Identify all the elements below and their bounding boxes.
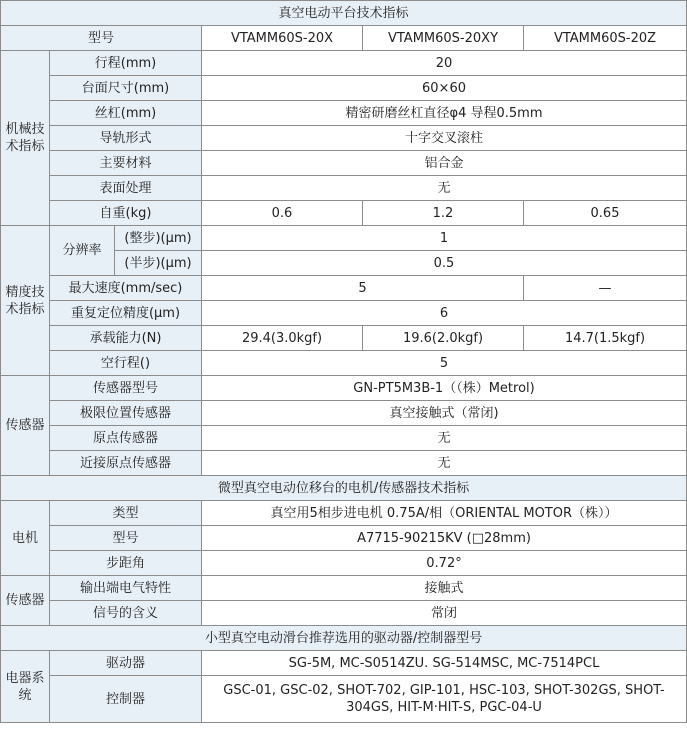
surface-value: 无 (202, 176, 687, 201)
electrical-group-label: 电器系统 (1, 651, 50, 723)
controller-value: GSC-01, GSC-02, SHOT-702, GIP-101, HSC-103, SHOT-302GS, SHOT-304GS, HIT-M·HIT-S, PGC-04-U (202, 676, 687, 723)
backlash-label: 空行程() (50, 351, 202, 376)
precision-group-label: 精度技术指标 (1, 226, 50, 376)
weight-z: 0.65 (524, 201, 687, 226)
motor-model-value: A7715-90215KV (□28mm) (202, 526, 687, 551)
load-xy: 19.6(2.0kgf) (363, 326, 524, 351)
driver-label: 驱动器 (50, 651, 202, 676)
max-speed-z: — (524, 276, 687, 301)
step-angle-value: 0.72° (202, 551, 687, 576)
driver-section-title: 小型真空电动滑台推荐选用的驱动器/控制器型号 (1, 626, 687, 651)
load-x: 29.4(3.0kgf) (202, 326, 363, 351)
step-angle-label: 步距角 (50, 551, 202, 576)
driver-value: SG-5M, MC-S0514ZU. SG-514MSC, MC-7514PCL (202, 651, 687, 676)
resolution-half-value: 0.5 (202, 251, 687, 276)
motor-type-label: 类型 (50, 501, 202, 526)
output-label: 输出端电气特性 (50, 576, 202, 601)
resolution-half-label: (半步)(μm) (115, 251, 202, 276)
resolution-full-label: (整步)(μm) (115, 226, 202, 251)
material-label: 主要材料 (50, 151, 202, 176)
origin-sensor-label: 原点传感器 (50, 426, 202, 451)
surface-label: 表面处理 (50, 176, 202, 201)
near-origin-sensor-row (1, 451, 687, 476)
guide-label: 导轨形式 (50, 126, 202, 151)
output-value: 接触式 (202, 576, 687, 601)
guide-value: 十字交叉滚柱 (202, 126, 687, 151)
weight-label: 自重(kg) (50, 201, 202, 226)
resolution-full-row (1, 226, 687, 251)
weight-x: 0.6 (202, 201, 363, 226)
motor-model-label: 型号 (50, 526, 202, 551)
surface-row (1, 176, 687, 201)
repeat-value: 6 (202, 301, 687, 326)
title-row (1, 1, 687, 26)
resolution-label: 分辨率 (50, 226, 115, 276)
load-row (1, 326, 687, 351)
guide-row (1, 126, 687, 151)
load-label: 承载能力(N) (50, 326, 202, 351)
controller-label: 控制器 (50, 676, 202, 723)
near-origin-sensor-label: 近接原点传感器 (50, 451, 202, 476)
sensor-model-value: GN-PT5M3B-1（（株）Metrol) (202, 376, 687, 401)
signal-meaning-value: 常闭 (202, 601, 687, 626)
driver-section-row (1, 626, 687, 651)
table-size-row (1, 76, 687, 101)
output-row (1, 576, 687, 601)
model-label: 型号 (1, 26, 202, 51)
model-z: VTAMM60S-20Z (524, 26, 687, 51)
screw-value: 精密研磨丝杠直径φ4 导程0.5mm (202, 101, 687, 126)
sensor-model-label: 传感器型号 (50, 376, 202, 401)
max-speed-value: 5 (202, 276, 524, 301)
stroke-value: 20 (202, 51, 687, 76)
backlash-row (1, 351, 687, 376)
motor-type-row (1, 501, 687, 526)
repeat-label: 重复定位精度(μm) (50, 301, 202, 326)
screw-row (1, 101, 687, 126)
motor-type-value: 真空用5相步进电机 0.75A/相（ORIENTAL MOTOR（株）） (202, 501, 687, 526)
backlash-value: 5 (202, 351, 687, 376)
table-size-value: 60×60 (202, 76, 687, 101)
material-value: 铝合金 (202, 151, 687, 176)
motor-model-row (1, 526, 687, 551)
sensor-group-label: 传感器 (1, 376, 50, 476)
load-z: 14.7(1.5kgf) (524, 326, 687, 351)
motor-group-label: 电机 (1, 501, 50, 576)
max-speed-row (1, 276, 687, 301)
signal-meaning-row (1, 601, 687, 626)
material-row (1, 151, 687, 176)
step-angle-row (1, 551, 687, 576)
motor-section-row (1, 476, 687, 501)
resolution-full-value: 1 (202, 226, 687, 251)
table-size-label: 台面尺寸(mm) (50, 76, 202, 101)
model-x: VTAMM60S-20X (202, 26, 363, 51)
screw-label: 丝杠(mm) (50, 101, 202, 126)
limit-sensor-value: 真空接触式（常闭) (202, 401, 687, 426)
origin-sensor-row (1, 426, 687, 451)
weight-xy: 1.2 (363, 201, 524, 226)
controller-row (1, 676, 687, 723)
table-title: 真空电动平台技术指标 (1, 1, 687, 26)
model-row (1, 26, 687, 51)
stroke-row (1, 51, 687, 76)
origin-sensor-value: 无 (202, 426, 687, 451)
signal-meaning-label: 信号的含义 (50, 601, 202, 626)
mech-group-label: 机械技术指标 (1, 51, 50, 226)
max-speed-label: 最大速度(mm/sec) (50, 276, 202, 301)
stroke-label: 行程(mm) (50, 51, 202, 76)
model-xy: VTAMM60S-20XY (363, 26, 524, 51)
repeat-row (1, 301, 687, 326)
motor-section-title: 微型真空电动位移台的电机/传感器技术指标 (1, 476, 687, 501)
limit-sensor-row (1, 401, 687, 426)
sensor-model-row (1, 376, 687, 401)
sensor2-group-label: 传感器 (1, 576, 50, 626)
limit-sensor-label: 极限位置传感器 (50, 401, 202, 426)
driver-row (1, 651, 687, 676)
near-origin-sensor-value: 无 (202, 451, 687, 476)
weight-row (1, 201, 687, 226)
